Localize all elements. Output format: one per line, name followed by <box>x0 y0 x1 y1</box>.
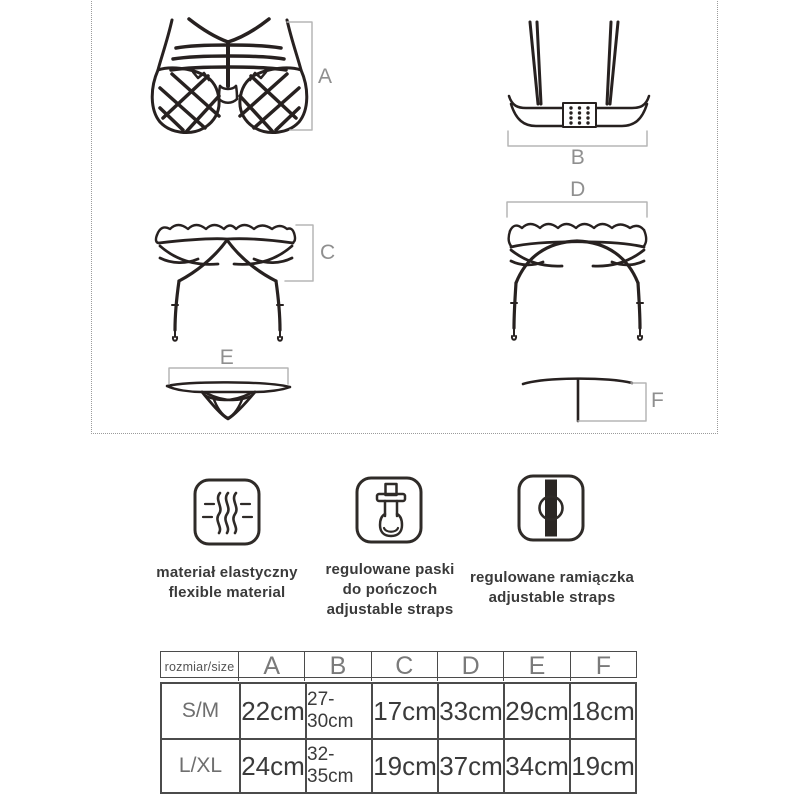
caption-line: materiał elastyczny <box>156 564 298 581</box>
measure-bracket-b <box>508 131 647 146</box>
measure-label-a: A <box>318 65 333 88</box>
size-table-body <box>160 682 637 794</box>
size-table-header-cell: D <box>437 652 503 681</box>
measure-label-c: C <box>320 241 336 264</box>
feature-caption-shoulder-straps <box>470 568 634 608</box>
size-value-cell: 27-30cm <box>305 684 371 738</box>
caption-line: adjustable straps <box>326 601 454 618</box>
size-value-cell: 32-35cm <box>305 738 371 792</box>
measure-label-d: D <box>570 178 586 201</box>
feature-caption-garter-straps <box>325 560 454 620</box>
size-table-header <box>160 651 637 678</box>
size-value-cell: 18cm <box>569 684 635 738</box>
size-value-cell: 37cm <box>437 738 503 792</box>
measure-bracket-f <box>578 383 646 421</box>
size-table-header-cell: C <box>371 652 437 681</box>
size-value-cell: 17cm <box>371 684 437 738</box>
thong-back-drawing <box>523 379 632 421</box>
measure-label-f: F <box>651 389 665 412</box>
size-table-header-cell: E <box>503 652 569 681</box>
size-value-cell: 24cm <box>239 738 305 792</box>
size-value-cell: 29cm <box>503 684 569 738</box>
measure-bracket-c <box>285 225 313 281</box>
caption-line: regulowane paski <box>325 561 455 578</box>
caption-line: do pończoch <box>342 581 438 598</box>
size-value-cell: 33cm <box>437 684 503 738</box>
size-table-header-cell: B <box>304 652 370 681</box>
garter-clip-icon <box>354 475 424 545</box>
size-table-header-cell: F <box>570 652 636 681</box>
measure-label-b: B <box>570 146 586 169</box>
size-row-label: L/XL <box>162 738 239 792</box>
size-value-cell: 19cm <box>569 738 635 792</box>
measure-bracket-d <box>507 202 647 217</box>
strap-slider-icon <box>516 473 586 543</box>
size-value-cell: 19cm <box>371 738 437 792</box>
size-value-cell: 22cm <box>239 684 305 738</box>
size-table-header-cell: A <box>238 652 304 681</box>
bra-back-drawing <box>509 22 649 127</box>
panties-front-drawing <box>167 382 290 419</box>
measure-label-e: E <box>219 346 235 369</box>
caption-line: flexible material <box>168 584 286 601</box>
garter-belt-front-drawing <box>156 225 295 341</box>
size-row-label: S/M <box>181 699 220 722</box>
feature-caption-elastic <box>156 563 297 603</box>
bra-front-drawing <box>152 19 307 133</box>
caption-line: adjustable straps <box>488 589 616 606</box>
caption-line: regulowane ramiączka <box>469 569 635 586</box>
elastic-material-icon <box>192 477 262 547</box>
size-value-cell: 34cm <box>503 738 569 792</box>
size-table-header-cell: rozmiar/size <box>164 659 235 674</box>
garter-belt-back-drawing <box>509 224 647 340</box>
